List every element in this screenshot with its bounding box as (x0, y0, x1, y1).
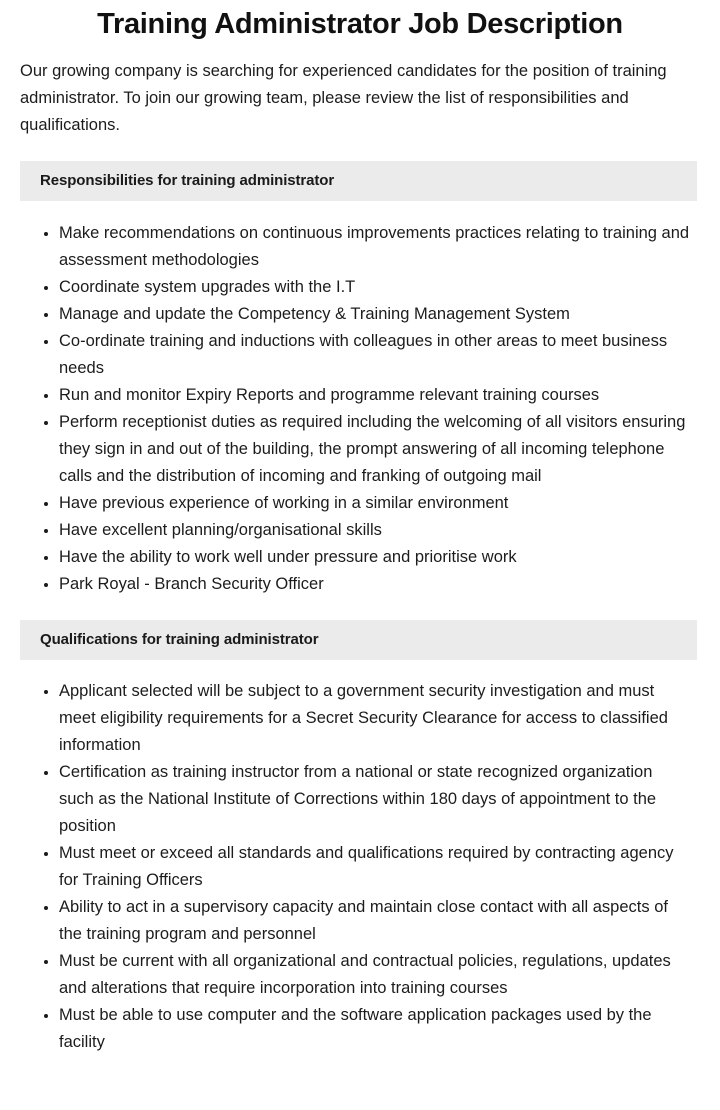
list-item: Have previous experience of working in a similar environment (0, 490, 720, 517)
list-item: Must be current with all organizational and contractual policies, regulations, updates and alterations that require incorporation into training courses (0, 948, 720, 1002)
section-header-responsibilities (20, 161, 697, 201)
section-heading-label: Responsibilities for training administrator (40, 172, 335, 189)
list-item: Co-ordinate training and inductions with colleagues in other areas to meet business needs (0, 328, 720, 382)
list-item: Certification as training instructor from a national or state recognized organization such as the National Institute of Corrections within 180 days of appointment to the position (0, 759, 720, 840)
page-title: Training Administrator Job Description (97, 8, 623, 40)
list-item: Manage and update the Competency & Training Management System (0, 301, 720, 328)
intro-paragraph: Our growing company is searching for experienced candidates for the position of training administrator. To join our growing team, please review the list of responsibilities and qualifications. (20, 62, 667, 134)
list-item: Make recommendations on continuous improvements practices relating to training and assessment methodologies (0, 220, 720, 274)
list-item: Run and monitor Expiry Reports and programme relevant training courses (0, 382, 720, 409)
list-item: Have the ability to work well under pressure and prioritise work (0, 544, 720, 571)
qualifications-list (0, 678, 720, 1056)
section-heading-label: Qualifications for training administrator (40, 631, 319, 648)
section-header-qualifications (20, 620, 697, 660)
list-item: Coordinate system upgrades with the I.T (0, 274, 720, 301)
list-item: Applicant selected will be subject to a government security investigation and must meet eligibility requirements for a Secret Security Clearance for access to classified information (0, 678, 720, 759)
list-item: Ability to act in a supervisory capacity and maintain close contact with all aspects of the training program and personnel (0, 894, 720, 948)
list-item: Park Royal - Branch Security Officer (0, 571, 720, 598)
list-item: Have excellent planning/organisational skills (0, 517, 720, 544)
list-item: Must meet or exceed all standards and qualifications required by contracting agency for Training Officers (0, 840, 720, 894)
list-item: Must be able to use computer and the software application packages used by the facility (0, 1002, 720, 1056)
responsibilities-list (0, 220, 720, 598)
list-item: Perform receptionist duties as required including the welcoming of all visitors ensuring they sign in and out of the building, the prompt answering of all incoming telephone calls and the distribution of incoming and franking of outgoing mail (0, 409, 720, 490)
